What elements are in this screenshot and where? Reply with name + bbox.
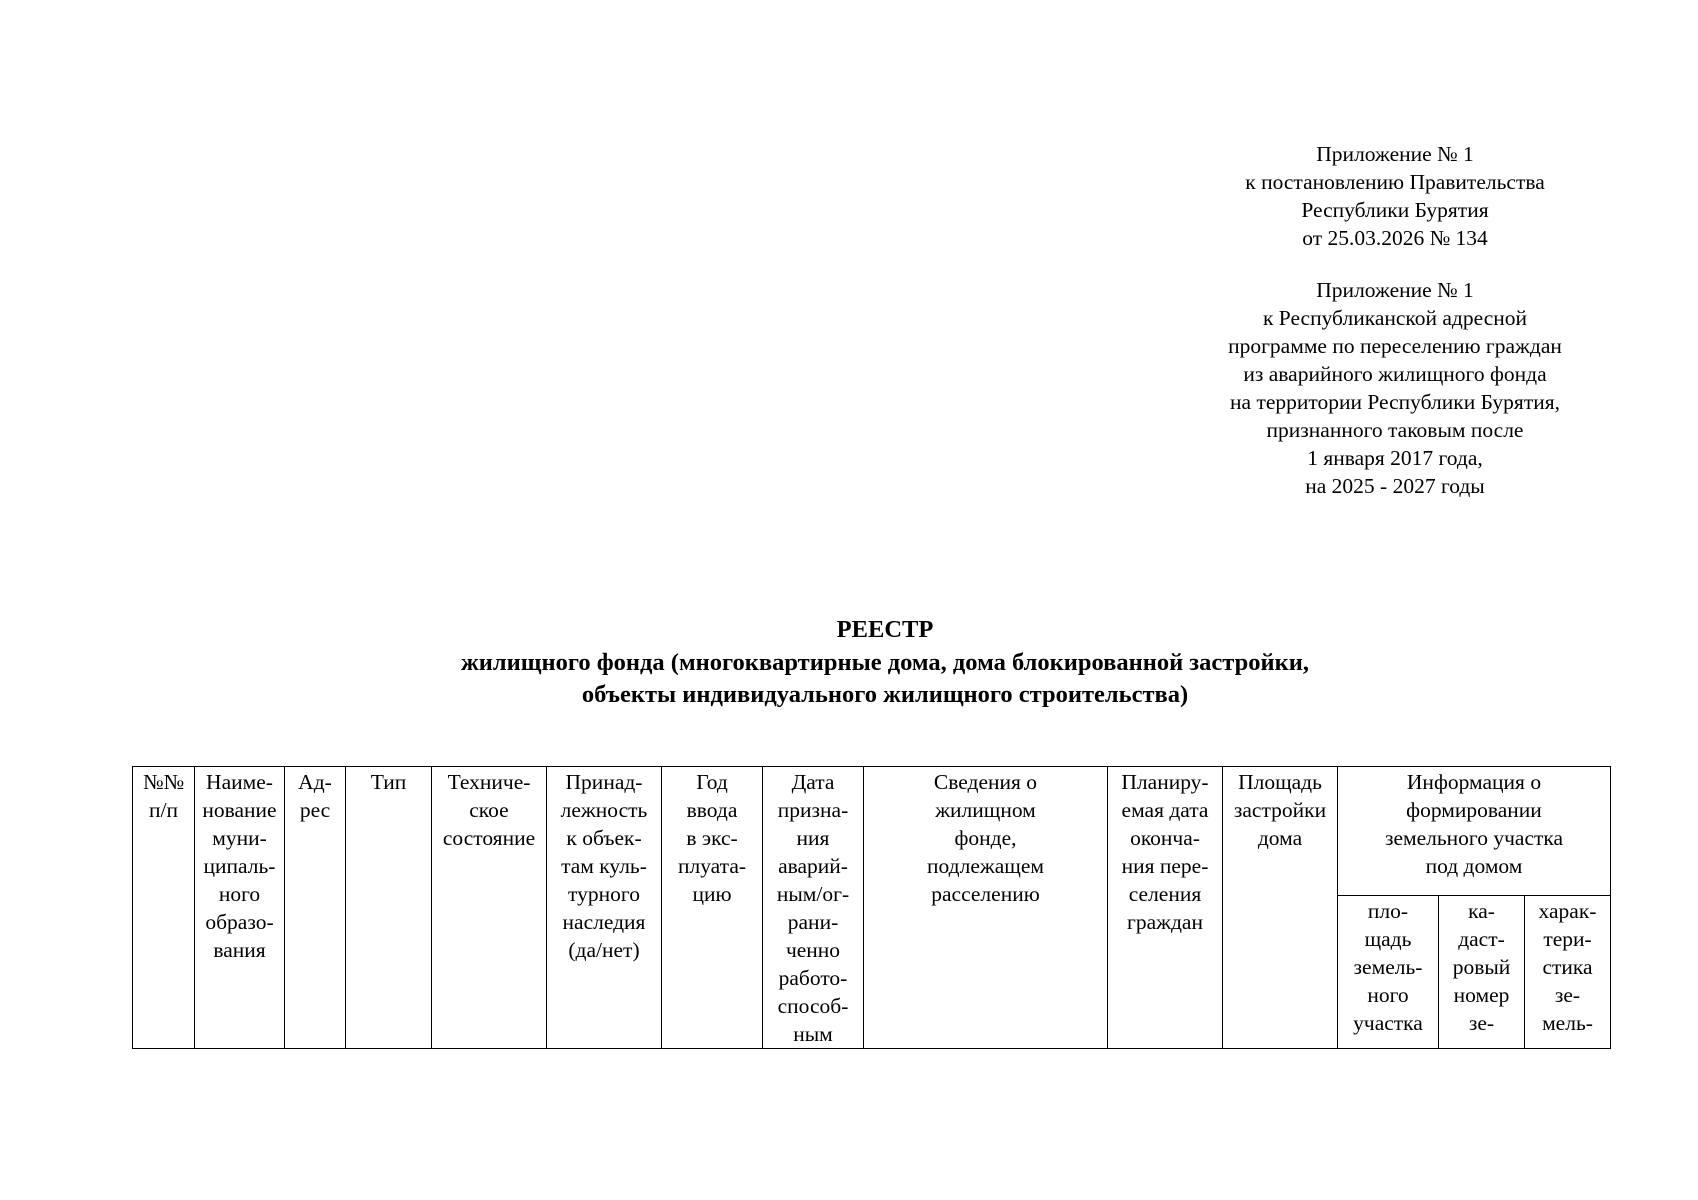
header-text-line: способ- xyxy=(777,994,849,1018)
header-text-line: турного xyxy=(568,882,640,906)
column-header-planned-end-date xyxy=(1108,767,1223,1049)
header-text-line: ввода xyxy=(686,798,738,822)
header-text-line: застройки xyxy=(1233,798,1327,822)
header-text-line: подлежащем xyxy=(927,854,1044,878)
annex-line: на территории Республики Бурятия, xyxy=(1230,390,1560,414)
annex-line: Приложение № 1 xyxy=(1316,142,1474,166)
header-text-line: ния пере- xyxy=(1121,854,1209,878)
header-text-line: зе- xyxy=(1468,1011,1495,1036)
header-text-line: Площадь xyxy=(1238,770,1322,794)
column-header-building-area xyxy=(1223,767,1338,1049)
document-title xyxy=(0,614,1698,711)
header-text-line: Наиме- xyxy=(206,770,273,794)
column-header-technical-state xyxy=(432,767,547,1049)
header-text-line: ровый xyxy=(1452,955,1511,980)
header-text-line: нование xyxy=(202,798,277,822)
column-header-number xyxy=(133,767,195,1049)
header-row xyxy=(133,767,1611,896)
header-text-line: участка xyxy=(1353,1011,1423,1036)
column-header-land-area xyxy=(1338,896,1439,1049)
header-text-line: формировании xyxy=(1406,798,1542,822)
title-subtitle-line: объекты индивидуального жилищного строительства) xyxy=(581,681,1189,708)
annex-line: признанного таковым после xyxy=(1266,418,1524,442)
column-header-type xyxy=(346,767,432,1049)
column-group-land-plot xyxy=(1338,767,1611,896)
registry-table xyxy=(132,766,1611,1049)
title-subtitle-line: жилищного фонда (многоквартирные дома, дома блокированной застройки, xyxy=(461,649,1309,676)
header-text-line: фонде, xyxy=(954,826,1017,850)
annex-line: Приложение № 1 xyxy=(1316,278,1474,302)
header-text-line: ного xyxy=(1367,983,1409,1008)
header-text-line: цию xyxy=(692,882,732,906)
annex-line: от 25.03.2026 № 134 xyxy=(1302,226,1488,250)
header-text-line: Тип xyxy=(370,770,407,794)
column-header-municipality xyxy=(195,767,285,1049)
column-header-commissioning-year xyxy=(662,767,763,1049)
column-header-land-characteristic xyxy=(1525,896,1611,1049)
registry-table-header xyxy=(133,767,1611,1049)
annex-line: к Республиканской адресной xyxy=(1262,306,1528,330)
annex-address-program xyxy=(1160,276,1630,500)
header-text-line: щадь xyxy=(1364,927,1412,952)
annex-government-decree xyxy=(1160,140,1630,252)
header-text-line: расселению xyxy=(931,882,1040,906)
header-text-line: в экс- xyxy=(686,826,738,850)
header-text-line: мель- xyxy=(1542,1011,1593,1036)
header-text-line: работо- xyxy=(778,966,848,990)
annex-line: из аварийного жилищного фонда xyxy=(1243,362,1547,386)
header-text-line: дома xyxy=(1257,826,1303,850)
header-text-line: рани- xyxy=(787,910,839,934)
header-text-line: номер xyxy=(1453,983,1510,1008)
header-text-line: оконча- xyxy=(1130,826,1200,850)
header-text-line: призна- xyxy=(777,798,849,822)
header-text-line: земель- xyxy=(1353,955,1423,980)
column-header-address xyxy=(285,767,346,1049)
header-text-line: Сведения о xyxy=(933,770,1038,794)
header-text-line: емая дата xyxy=(1121,798,1209,822)
header-text-line: к объек- xyxy=(566,826,642,850)
header-text-line: Информация о xyxy=(1406,770,1542,794)
header-text-line: харак- xyxy=(1538,899,1597,924)
header-text-line: зе- xyxy=(1554,983,1581,1008)
column-header-housing-info xyxy=(864,767,1108,1049)
header-text-line: образо- xyxy=(205,910,274,934)
header-text-line: муни- xyxy=(212,826,267,850)
header-text-line: Принад- xyxy=(565,770,643,794)
header-text-line: ченно xyxy=(785,938,841,962)
header-text-line: Дата xyxy=(791,770,835,794)
header-text-line: рес xyxy=(299,798,331,822)
header-text-line: под домом xyxy=(1425,854,1523,878)
annex-line: программе по переселению граждан xyxy=(1228,334,1562,358)
header-text-line: там куль- xyxy=(561,854,647,878)
header-text-line: Планиру- xyxy=(1121,770,1209,794)
title-main: РЕЕСТР xyxy=(836,616,934,643)
header-text-line: ным xyxy=(793,1022,833,1046)
header-text-line: Ад- xyxy=(298,770,332,794)
header-text-line: ным/ог- xyxy=(776,882,850,906)
header-text-line: ния xyxy=(796,826,830,850)
header-text-line: граждан xyxy=(1127,910,1203,934)
annex-line: 1 января 2017 года, xyxy=(1307,446,1483,470)
header-text-line: ного xyxy=(218,882,261,906)
header-text-line: селения xyxy=(1128,882,1202,906)
header-text-line: №№ xyxy=(142,770,185,794)
header-text-line: пло- xyxy=(1367,899,1409,924)
header-text-line: земельного участка xyxy=(1384,826,1564,850)
annex-line: Республики Бурятия xyxy=(1301,198,1489,222)
header-text-line: стика xyxy=(1542,955,1593,980)
header-text-line: Техниче- xyxy=(447,770,531,794)
header-text-line: жилищном xyxy=(935,798,1036,822)
header-text-line: лежность xyxy=(560,798,648,822)
header-text-line: ское xyxy=(469,798,509,822)
header-text-line: Год xyxy=(696,770,728,794)
annex-line: на 2025 - 2027 годы xyxy=(1305,474,1485,498)
header-text-line: наследия xyxy=(562,910,646,934)
column-header-cadastral-number xyxy=(1439,896,1525,1049)
header-text-line: даст- xyxy=(1458,927,1505,952)
annex-line: к постановлению Правительства xyxy=(1245,170,1545,194)
header-text-line: ципаль- xyxy=(203,854,276,878)
header-text-line: вания xyxy=(213,938,266,962)
header-text-line: тери- xyxy=(1543,927,1592,952)
header-text-line: (да/нет) xyxy=(568,938,640,962)
header-text-line: аварий- xyxy=(778,854,848,878)
header-text-line: плуата- xyxy=(677,854,747,878)
header-text-line: п/п xyxy=(149,798,178,822)
column-header-emergency-date xyxy=(763,767,864,1049)
column-header-cultural-heritage xyxy=(547,767,662,1049)
header-text-line: ка- xyxy=(1468,899,1495,924)
header-text-line: состояние xyxy=(442,826,536,850)
